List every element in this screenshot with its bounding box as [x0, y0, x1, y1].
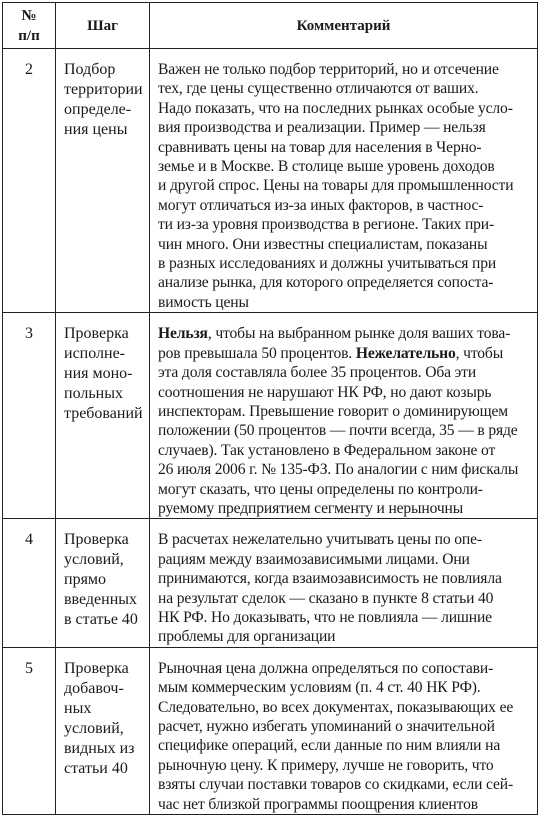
row-comment — [150, 647, 538, 814]
step-line: требований — [64, 405, 143, 423]
step-line: Проверка — [64, 659, 129, 677]
comment-text: вимость цены — [158, 293, 249, 311]
comment-line — [158, 215, 531, 234]
comment-line — [158, 659, 531, 678]
row-comment — [150, 313, 538, 519]
comment-text: проблемы для организации — [158, 628, 336, 646]
comment-text: эта доля составляла более 35 процентов. Оба эти — [158, 364, 477, 382]
comment-text: могут сказать, что цены определены по контроли- — [158, 480, 483, 498]
comment-text: принимаются, когда взаимозависимость не повлияла — [158, 570, 502, 588]
comment-line — [158, 480, 531, 499]
comment-line — [158, 627, 531, 646]
comment-text: рыночную цену. К примеру, лучше не говорить, что — [158, 756, 494, 774]
comment-line — [158, 324, 531, 343]
step-line: Подбор — [64, 61, 116, 78]
comment-text: В расчетах нежелательно учитывать цены по опе- — [158, 531, 482, 549]
row-number: 3 — [3, 313, 56, 519]
bold-term: Нельзя — [158, 325, 208, 343]
comment-line — [158, 344, 531, 363]
comment-line — [158, 736, 531, 755]
comment-text: сравнивать цены на товар для населения в Черно- — [158, 138, 482, 156]
table-row — [3, 519, 538, 647]
comment-line — [158, 678, 531, 697]
row-comment — [150, 49, 538, 313]
row-step — [56, 519, 150, 647]
row-step — [56, 313, 150, 519]
step-line: видных из — [64, 739, 135, 757]
comment-line — [158, 530, 531, 549]
step-line: ния моно- — [64, 365, 133, 383]
comment-line — [158, 99, 531, 118]
comment-text: Следовательно, во всех документах, показывающих ее — [158, 698, 514, 716]
comment-line — [158, 421, 531, 440]
comment-line — [158, 698, 531, 717]
row-step — [56, 49, 150, 313]
comment-text: ти из-за уровня производства в регионе. Таких при- — [158, 216, 495, 234]
comment-text: и другой спрос. Цены на товары для промышленности — [158, 177, 514, 195]
step-line: статьи 40 — [64, 759, 128, 777]
comment-text: 26 июля 2006 г. № 135-ФЗ. По аналогии с ним фискалы — [158, 461, 519, 479]
comment-text: анализе рынка, для которого определяется сопоста- — [158, 274, 494, 292]
comment-line — [158, 273, 531, 292]
comment-line — [158, 254, 531, 273]
header-step: Шаг — [56, 3, 150, 49]
comment-line — [158, 460, 531, 479]
step-line: Проверка — [64, 531, 129, 549]
comment-line — [158, 795, 531, 814]
comment-text: Рыночная цена должна определяться по сопостави- — [158, 659, 494, 677]
comment-text: НК РФ. Но доказывать, что не повлияла — лишние — [158, 608, 492, 626]
header-number-line-2: п/п — [18, 27, 40, 44]
comment-line — [158, 293, 531, 312]
comment-line — [158, 756, 531, 775]
comment-text: ров превышала 50 процентов. — [158, 344, 356, 362]
row-step — [56, 647, 150, 814]
step-line: территории — [64, 81, 143, 98]
step-line: ных — [64, 699, 92, 717]
row-number: 5 — [3, 647, 56, 814]
step-line: условий, — [64, 719, 124, 737]
row-number: 4 — [3, 519, 56, 647]
comment-text: руемому предприятием сегменту и нерыночны — [158, 499, 464, 517]
comment-text: специфике операций, если данные по ним влияли на — [158, 737, 501, 755]
comment-text: Надо показать, что на последних рынках особые усло- — [158, 99, 513, 117]
comment-text: взяты случаи поставки товаров со скидками, если сей- — [158, 776, 513, 794]
comment-text: час нет близкой программы поощрения клиентов — [158, 795, 478, 813]
step-line: ния цены — [64, 121, 128, 138]
comment-line — [158, 775, 531, 794]
comment-line — [158, 441, 531, 460]
comment-text: мым коммерческим условиям (п. 4 ст. 40 НК РФ). — [158, 679, 481, 697]
comment-text: на результат сделок — сказано в пункте 8 статьи 40 — [158, 589, 494, 607]
step-line: польных — [64, 385, 123, 403]
step-line: исполне- — [64, 345, 125, 363]
comment-line — [158, 196, 531, 215]
comment-text: инспекторам. Превышение говорит о доминирующем — [158, 402, 508, 420]
step-line: условий, — [64, 551, 124, 569]
comment-line — [158, 608, 531, 627]
comment-text: , чтобы — [455, 344, 504, 362]
comment-text: соотношения не нарушают НК РФ, но дают козырь — [158, 383, 492, 401]
comment-line — [158, 60, 531, 79]
comment-line — [158, 499, 531, 518]
comment-text: могут отличаться из-за иных факторов, в частнос- — [158, 196, 484, 214]
row-number: 2 — [3, 49, 56, 313]
comment-line — [158, 569, 531, 588]
header-number-line-1: № — [21, 7, 37, 24]
comment-line — [158, 383, 531, 402]
comment-line — [158, 235, 531, 254]
table-row — [3, 313, 538, 519]
comment-line — [158, 176, 531, 195]
comment-line — [158, 157, 531, 176]
comment-line — [158, 717, 531, 736]
table-row — [3, 49, 538, 313]
comment-text: расчет, нужно избегать упоминаний о значительной — [158, 718, 495, 735]
comment-text: вия производства и реализации. Пример — нельзя — [158, 119, 486, 137]
table-row — [3, 647, 538, 814]
step-line: прямо — [64, 571, 107, 589]
comment-line — [158, 589, 531, 608]
comment-text: рациям между взаимозависимыми лицами. Они — [158, 550, 470, 568]
comment-line — [158, 138, 531, 157]
comment-line — [158, 363, 531, 382]
comment-line — [158, 79, 531, 98]
step-line: Проверка — [64, 325, 129, 343]
comment-text: чин много. Они известны специалистам, показаны — [158, 235, 488, 253]
header-comment: Комментарий — [150, 3, 538, 49]
row-comment — [150, 519, 538, 647]
comment-text: случаев). Так установлено в Федеральном законе от — [158, 441, 496, 459]
header-number — [3, 3, 56, 49]
comment-text: , чтобы на выбранном рынке доля ваших това- — [207, 325, 511, 343]
comment-line — [158, 118, 531, 137]
comment-text: земье и в Москве. В столице выше уровень доходов — [158, 158, 495, 176]
comment-line — [158, 550, 531, 569]
steps-table — [2, 2, 538, 815]
comment-text: в разных исследованиях и должны учитываться при — [158, 255, 497, 273]
step-line: в статье 40 — [64, 611, 138, 629]
table-header-row — [3, 3, 538, 49]
step-line: определе- — [64, 101, 132, 118]
step-line: введенных — [64, 591, 138, 609]
step-line: добавоч- — [64, 679, 124, 697]
comment-text: положении (50 процентов — почти всегда, 35 — в ряде — [158, 422, 518, 440]
comment-text: тех, где цены существенно отличаются от ваших. — [158, 80, 479, 98]
comment-text: Важен не только подбор территорий, но и отсечение — [158, 61, 499, 78]
comment-line — [158, 402, 531, 421]
bold-term: Нежелательно — [355, 344, 456, 362]
